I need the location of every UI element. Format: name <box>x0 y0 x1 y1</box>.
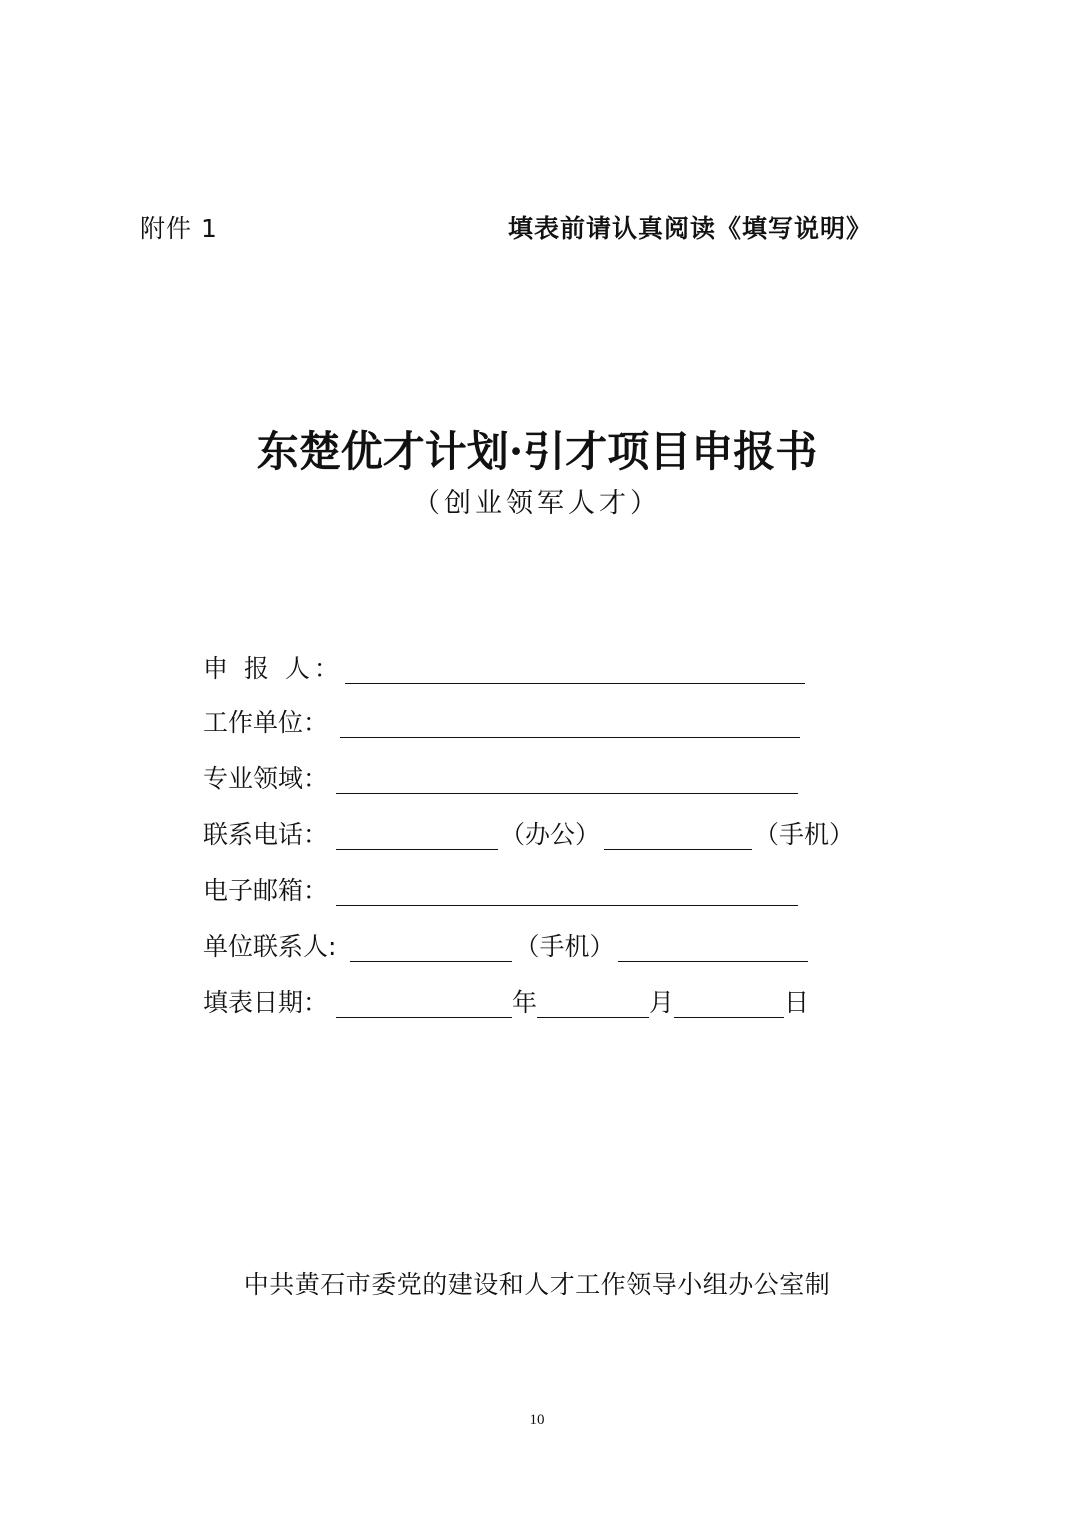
email-row <box>203 874 798 908</box>
month-field[interactable] <box>537 985 649 1018</box>
email-field[interactable] <box>336 873 798 906</box>
unit-contact-label: 单位联系人: <box>203 932 337 961</box>
unit-contact-row <box>203 930 808 964</box>
field-row <box>203 762 798 796</box>
document-title: 东楚优才计划·引才项目申报书 <box>256 427 818 476</box>
document-subtitle: （创业领军人才） <box>413 488 661 519</box>
office-text: （办公） <box>500 820 601 849</box>
attachment-label: 附件 1 <box>140 214 218 243</box>
applicant-field[interactable] <box>345 651 805 684</box>
email-label: 电子邮箱： <box>203 876 329 905</box>
applicant-label: 申 报 人： <box>203 654 343 683</box>
day-field[interactable] <box>674 985 784 1018</box>
date-row <box>203 986 809 1020</box>
year-text: 年 <box>512 988 538 1017</box>
month-text: 月 <box>649 988 675 1017</box>
work-unit-row <box>203 706 800 740</box>
work-unit-label: 工作单位： <box>203 708 329 737</box>
year-field[interactable] <box>336 985 512 1018</box>
applicant-row <box>203 652 805 686</box>
office-phone-field[interactable] <box>336 817 498 850</box>
date-label: 填表日期： <box>203 988 329 1017</box>
page-number: 10 <box>529 1412 545 1428</box>
field-field[interactable] <box>336 761 798 794</box>
phone-label: 联系电话： <box>203 820 329 849</box>
unit-contact-field[interactable] <box>350 929 512 962</box>
phone-row <box>203 818 854 852</box>
mobile-phone-field[interactable] <box>604 817 752 850</box>
field-label: 专业领域： <box>203 764 329 793</box>
unit-contact-mobile-text: （手机） <box>514 932 615 961</box>
work-unit-field[interactable] <box>340 705 800 738</box>
issuer-footer: 中共黄石市委党的建设和人才工作领导小组办公室制 <box>243 1270 831 1299</box>
day-text: 日 <box>784 988 810 1017</box>
mobile-text: （手机） <box>754 820 855 849</box>
reading-notice: 填表前请认真阅读《填写说明》 <box>508 214 873 243</box>
unit-contact-mobile-field[interactable] <box>618 929 808 962</box>
